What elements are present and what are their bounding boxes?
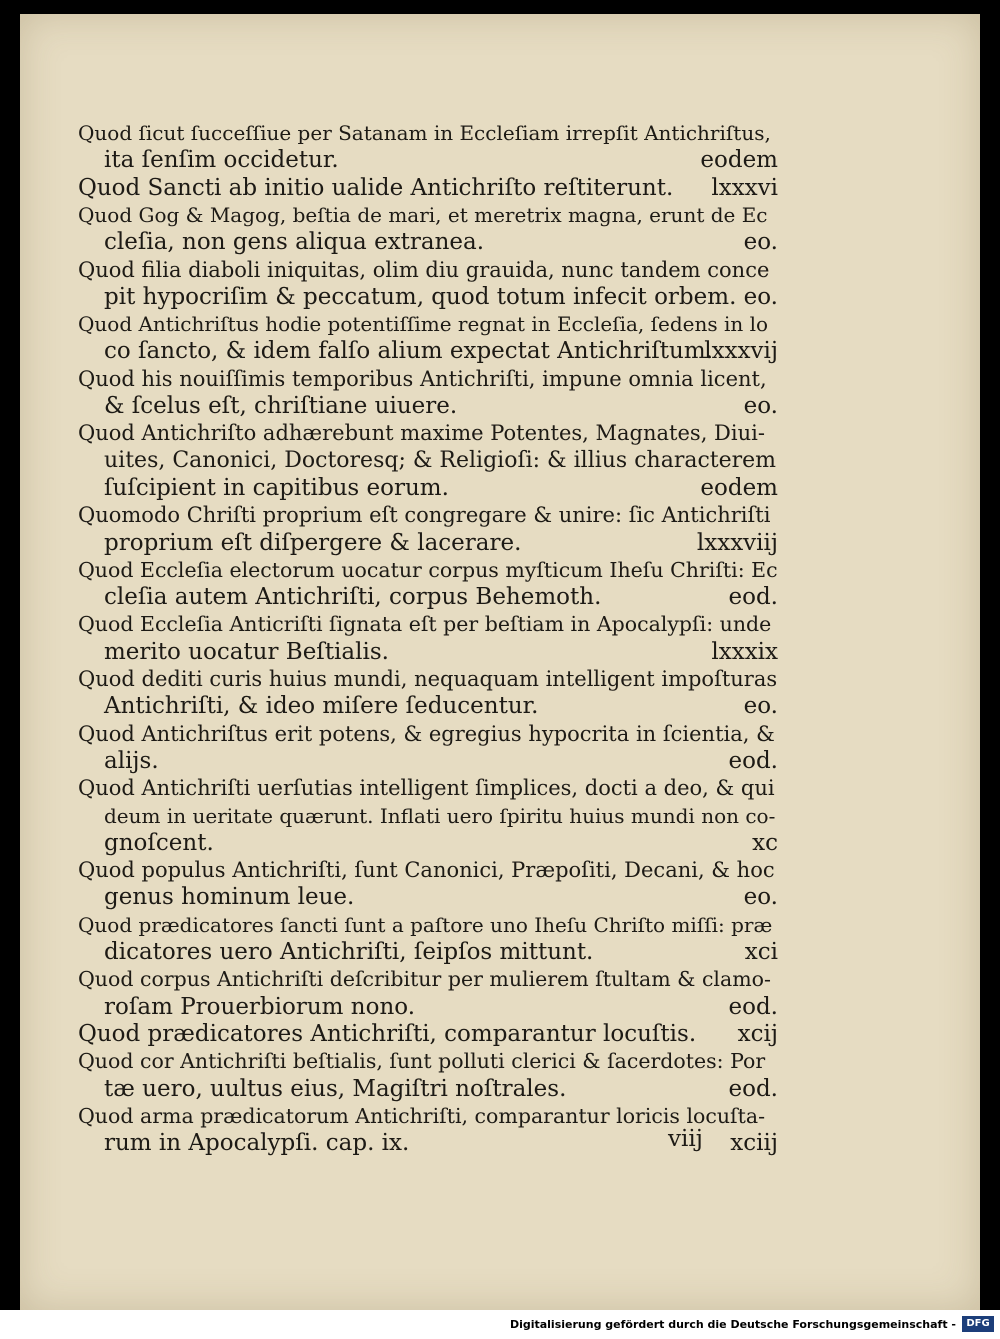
entry-text: Quod Sancti ab initio ualide Antichriſto reſtiterunt. [78, 174, 674, 201]
entry-text: Antichriſti, & ideo miſere ſeducentur. [104, 693, 539, 720]
list-item [104, 338, 713, 364]
entry-text: genus hominum leue. [104, 884, 355, 911]
list-item [78, 666, 777, 692]
entry-text: Quod his nouiſſimis temporibus Antichriſti, impune omnia licent, [78, 366, 767, 391]
page-reference: eo. [743, 884, 778, 911]
entry-text: cleſia autem Antichriſti, corpus Behemoth. [104, 584, 602, 611]
page-reference: eod. [728, 1075, 778, 1102]
list-item [104, 147, 339, 173]
page-reference: lxxxix [711, 638, 778, 665]
list-item [104, 284, 736, 310]
list-item [78, 120, 771, 146]
list-item [104, 803, 775, 829]
entry-text: Quod cor Antichriſti beſtialis, ſunt polluti clerici & ſacerdotes: Por [78, 1049, 766, 1074]
list-item [104, 748, 159, 774]
list-item [78, 912, 772, 938]
entry-text: pit hypocriſim & peccatum, quod totum infecit orbem. [104, 283, 737, 310]
page-reference: xc [752, 829, 778, 856]
signature-mark: viij [668, 1126, 703, 1152]
entry-text: proprium eſt diſpergere & lacerare. [104, 529, 522, 556]
entry-text: ita ſenſim occidetur. [104, 147, 339, 174]
entry-text: tæ uero, uultus eius, Magiſtri noſtrales. [104, 1075, 567, 1102]
list-item [104, 830, 214, 856]
list-item [78, 257, 769, 283]
list-item [104, 994, 415, 1020]
list-item [78, 175, 673, 201]
list-item [104, 530, 521, 556]
entry-text: rum in Apocalypſi. cap. ix. [104, 1130, 410, 1157]
entry-text: merito uocatur Beſtialis. [104, 638, 389, 665]
list-item [78, 611, 771, 637]
list-item [78, 721, 775, 747]
page-text [20, 14, 980, 1310]
list-item [78, 557, 778, 583]
entry-text: Quod Antichriſti uerſutias intelligent ſimplices, docti a deo, & qui [78, 776, 775, 801]
entry-text: Quod Antichriſto adhærebunt maxime Potentes, Magnates, Diui- [78, 421, 765, 446]
entry-text: roſam Prouerbiorum nono. [104, 993, 416, 1020]
page-reference: eo. [743, 229, 778, 256]
entry-text: deum in ueritate quærunt. Inflati uero ſpiritu huius mundi non co- [104, 803, 776, 828]
entry-text: co ſancto, & idem falſo alium expectat Antichriſtum. [104, 338, 713, 365]
list-item [78, 1103, 765, 1129]
entry-text: & ſcelus eſt, chriſtiane uiuere. [104, 393, 458, 419]
page-reference: lxxxvij [704, 338, 778, 365]
entry-text: Quod Eccleſia electorum uocatur corpus myſticum Iheſu Chriſti: Ec [78, 557, 778, 582]
list-item [104, 939, 593, 965]
list-item [78, 366, 767, 392]
scanned-page [20, 14, 980, 1310]
entry-text: Quod corpus Antichriſti deſcribitur per mulierem ſtultam & clamo- [78, 967, 771, 992]
entry-text: uites, Canonici, Doctoresq; & Religioſi: & illius characterem [104, 447, 777, 473]
list-item [78, 1021, 696, 1047]
entry-text: dicatores uero Antichriſti, ſeipſos mittunt. [104, 939, 594, 965]
page-reference: eod. [728, 584, 778, 611]
entry-text: Quod arma prædicatorum Antichriſti, comparantur loricis locuſta- [78, 1103, 766, 1128]
list-item [78, 1048, 765, 1074]
list-item [104, 639, 389, 665]
dfg-logo-icon: DFG [962, 1316, 994, 1332]
entry-text: cleſia, non gens aliqua extranea. [104, 229, 485, 256]
page-reference: eod. [728, 993, 778, 1020]
page-reference: eod. [728, 747, 778, 774]
page-reference: xcij [737, 1020, 778, 1047]
entry-text: Quod Antichriſtus hodie potentiſſime regnat in Eccleſia, ſedens in lo [78, 312, 769, 337]
list-item [78, 420, 765, 446]
entry-text: Quod Eccleſia Anticriſti ſignata eſt per beſtiam in Apocalypſi: unde [78, 612, 772, 637]
list-item [78, 311, 768, 337]
page-reference: eo. [743, 693, 778, 720]
page-reference: eo. [743, 393, 778, 419]
entry-text: Quod prædicatores Antichriſti, comparantur locuſtis. [78, 1020, 697, 1047]
footer-bar [0, 1310, 1000, 1339]
entry-text: Quod dediti curis huius mundi, nequaquam intelligent impoſturas [78, 667, 778, 691]
page-reference: lxxxviij [696, 529, 778, 556]
list-item [104, 884, 354, 910]
list-item [104, 393, 457, 419]
page-reference: lxxxvi [711, 174, 778, 201]
entry-text: ſuſcipient in capitibus eorum. [104, 474, 449, 501]
entry-text: Quod prædicatores ſancti ſunt a paſtore uno Iheſu Chriſto miſſi: præ [78, 912, 773, 937]
entry-text: Quod ſicut ſucceſſiue per Satanam in Eccleſiam irrepſit Antichriſtus, [78, 121, 771, 145]
list-item [104, 584, 601, 610]
page-reference: eodem [700, 147, 778, 174]
entry-text: Quod populus Antichriſti, ſunt Canonici, Præpoſiti, Decani, & hoc [78, 858, 775, 883]
page-reference: eodem [700, 474, 778, 501]
entry-text: gnoſcent. [104, 829, 214, 856]
list-item [104, 1076, 566, 1102]
list-item [78, 775, 775, 801]
entry-text: Quod filia diaboli iniquitas, olim diu grauida, nunc tandem conce [78, 257, 770, 282]
list-item [78, 202, 768, 228]
list-item [104, 693, 538, 719]
entry-text: Quod Antichriſtus erit potens, & egregius hypocrita in ſcientia, & [78, 721, 775, 746]
entry-text: Quomodo Chriſti proprium eſt congregare & unire: ſic Antichriſti [78, 503, 771, 528]
page-reference: xciij [730, 1130, 778, 1157]
page-reference: eo. [743, 283, 778, 310]
list-item [104, 1130, 409, 1156]
entry-text: Quod Gog & Magog, beſtia de mari, et meretrix magna, erunt de Ec [78, 202, 768, 227]
list-item [78, 502, 770, 528]
list-item [78, 857, 775, 883]
list-item [104, 229, 484, 255]
footer-credit: Digitalisierung gefördert durch die Deutsche Forschungsgemeinschaft - [509, 1318, 956, 1331]
entry-text: alijs. [104, 747, 159, 774]
list-item [104, 475, 449, 501]
page-reference: xci [744, 939, 778, 965]
list-item [78, 966, 771, 992]
list-item [104, 448, 776, 474]
